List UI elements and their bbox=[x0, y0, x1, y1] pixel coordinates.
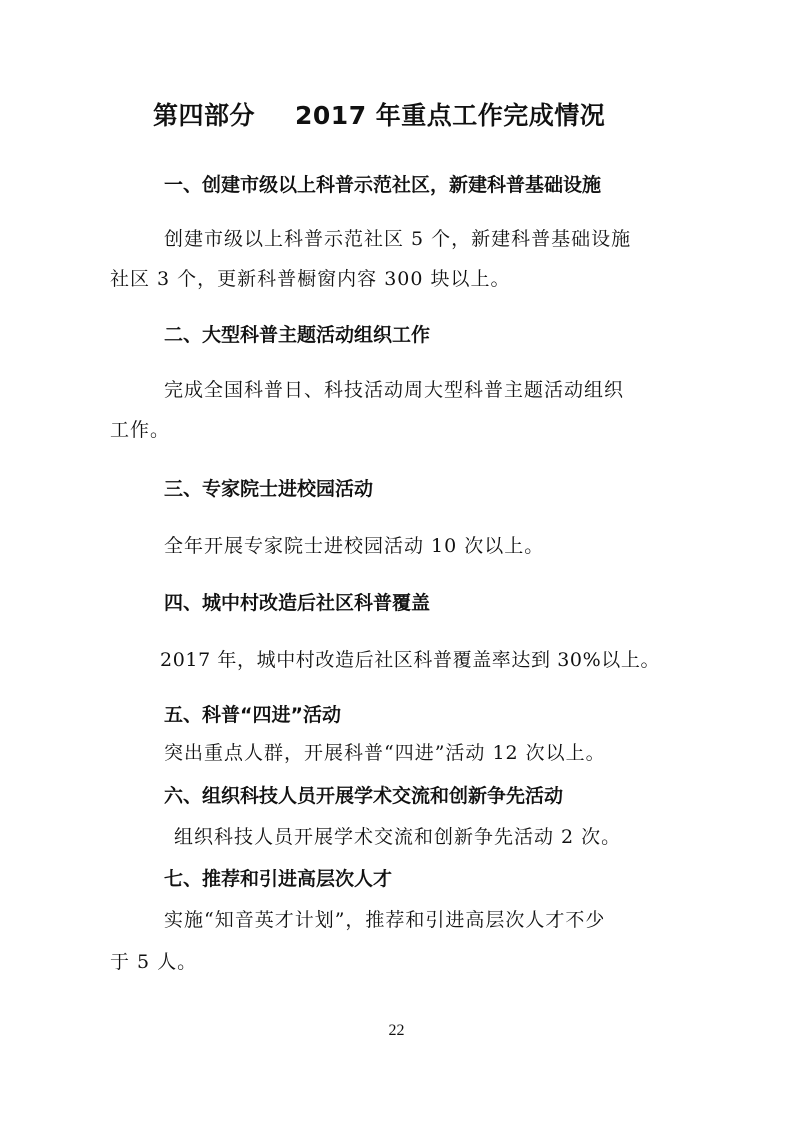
section-heading: 一、创建市级以上科普示范社区，新建科普基础设施 bbox=[164, 174, 602, 196]
paragraph-line: 全年开展专家院士进校园活动 10 次以上。 bbox=[164, 535, 545, 557]
page-number: 22 bbox=[388, 1022, 405, 1039]
section-heading: 五、科普“四进”活动 bbox=[164, 704, 341, 726]
section-heading: 二、大型科普主题活动组织工作 bbox=[164, 324, 431, 346]
title-part: 第四部分 bbox=[153, 101, 256, 130]
title-text: 2017 年重点工作完成情况 bbox=[295, 101, 606, 130]
paragraph-line: 突出重点人群，开展科普“四进”活动 12 次以上。 bbox=[164, 742, 606, 764]
paragraph-line: 社区 3 个，更新科普橱窗内容 300 块以上。 bbox=[110, 268, 511, 290]
paragraph-line: 完成全国科普日、科技活动周大型科普主题活动组织 bbox=[164, 379, 625, 401]
paragraph-line: 于 5 人。 bbox=[110, 951, 198, 973]
section-heading: 四、城中村改造后社区科普覆盖 bbox=[164, 592, 431, 614]
section-heading: 六、组织科技人员开展学术交流和创新争先活动 bbox=[164, 785, 564, 807]
paragraph-line: 组织科技人员开展学术交流和创新争先活动 2 次。 bbox=[174, 826, 622, 848]
paragraph-line: 创建市级以上科普示范社区 5 个，新建科普基础设施 bbox=[164, 228, 632, 250]
page-title bbox=[153, 96, 605, 132]
section-heading: 三、专家院士进校园活动 bbox=[164, 478, 374, 500]
paragraph-line: 工作。 bbox=[110, 419, 171, 441]
paragraph-line: 实施“知音英才计划”，推荐和引进高层次人才不少 bbox=[164, 909, 606, 931]
section-heading: 七、推荐和引进高层次人才 bbox=[164, 868, 393, 890]
paragraph-line: 2017 年，城中村改造后社区科普覆盖率达到 30%以上。 bbox=[160, 649, 661, 671]
